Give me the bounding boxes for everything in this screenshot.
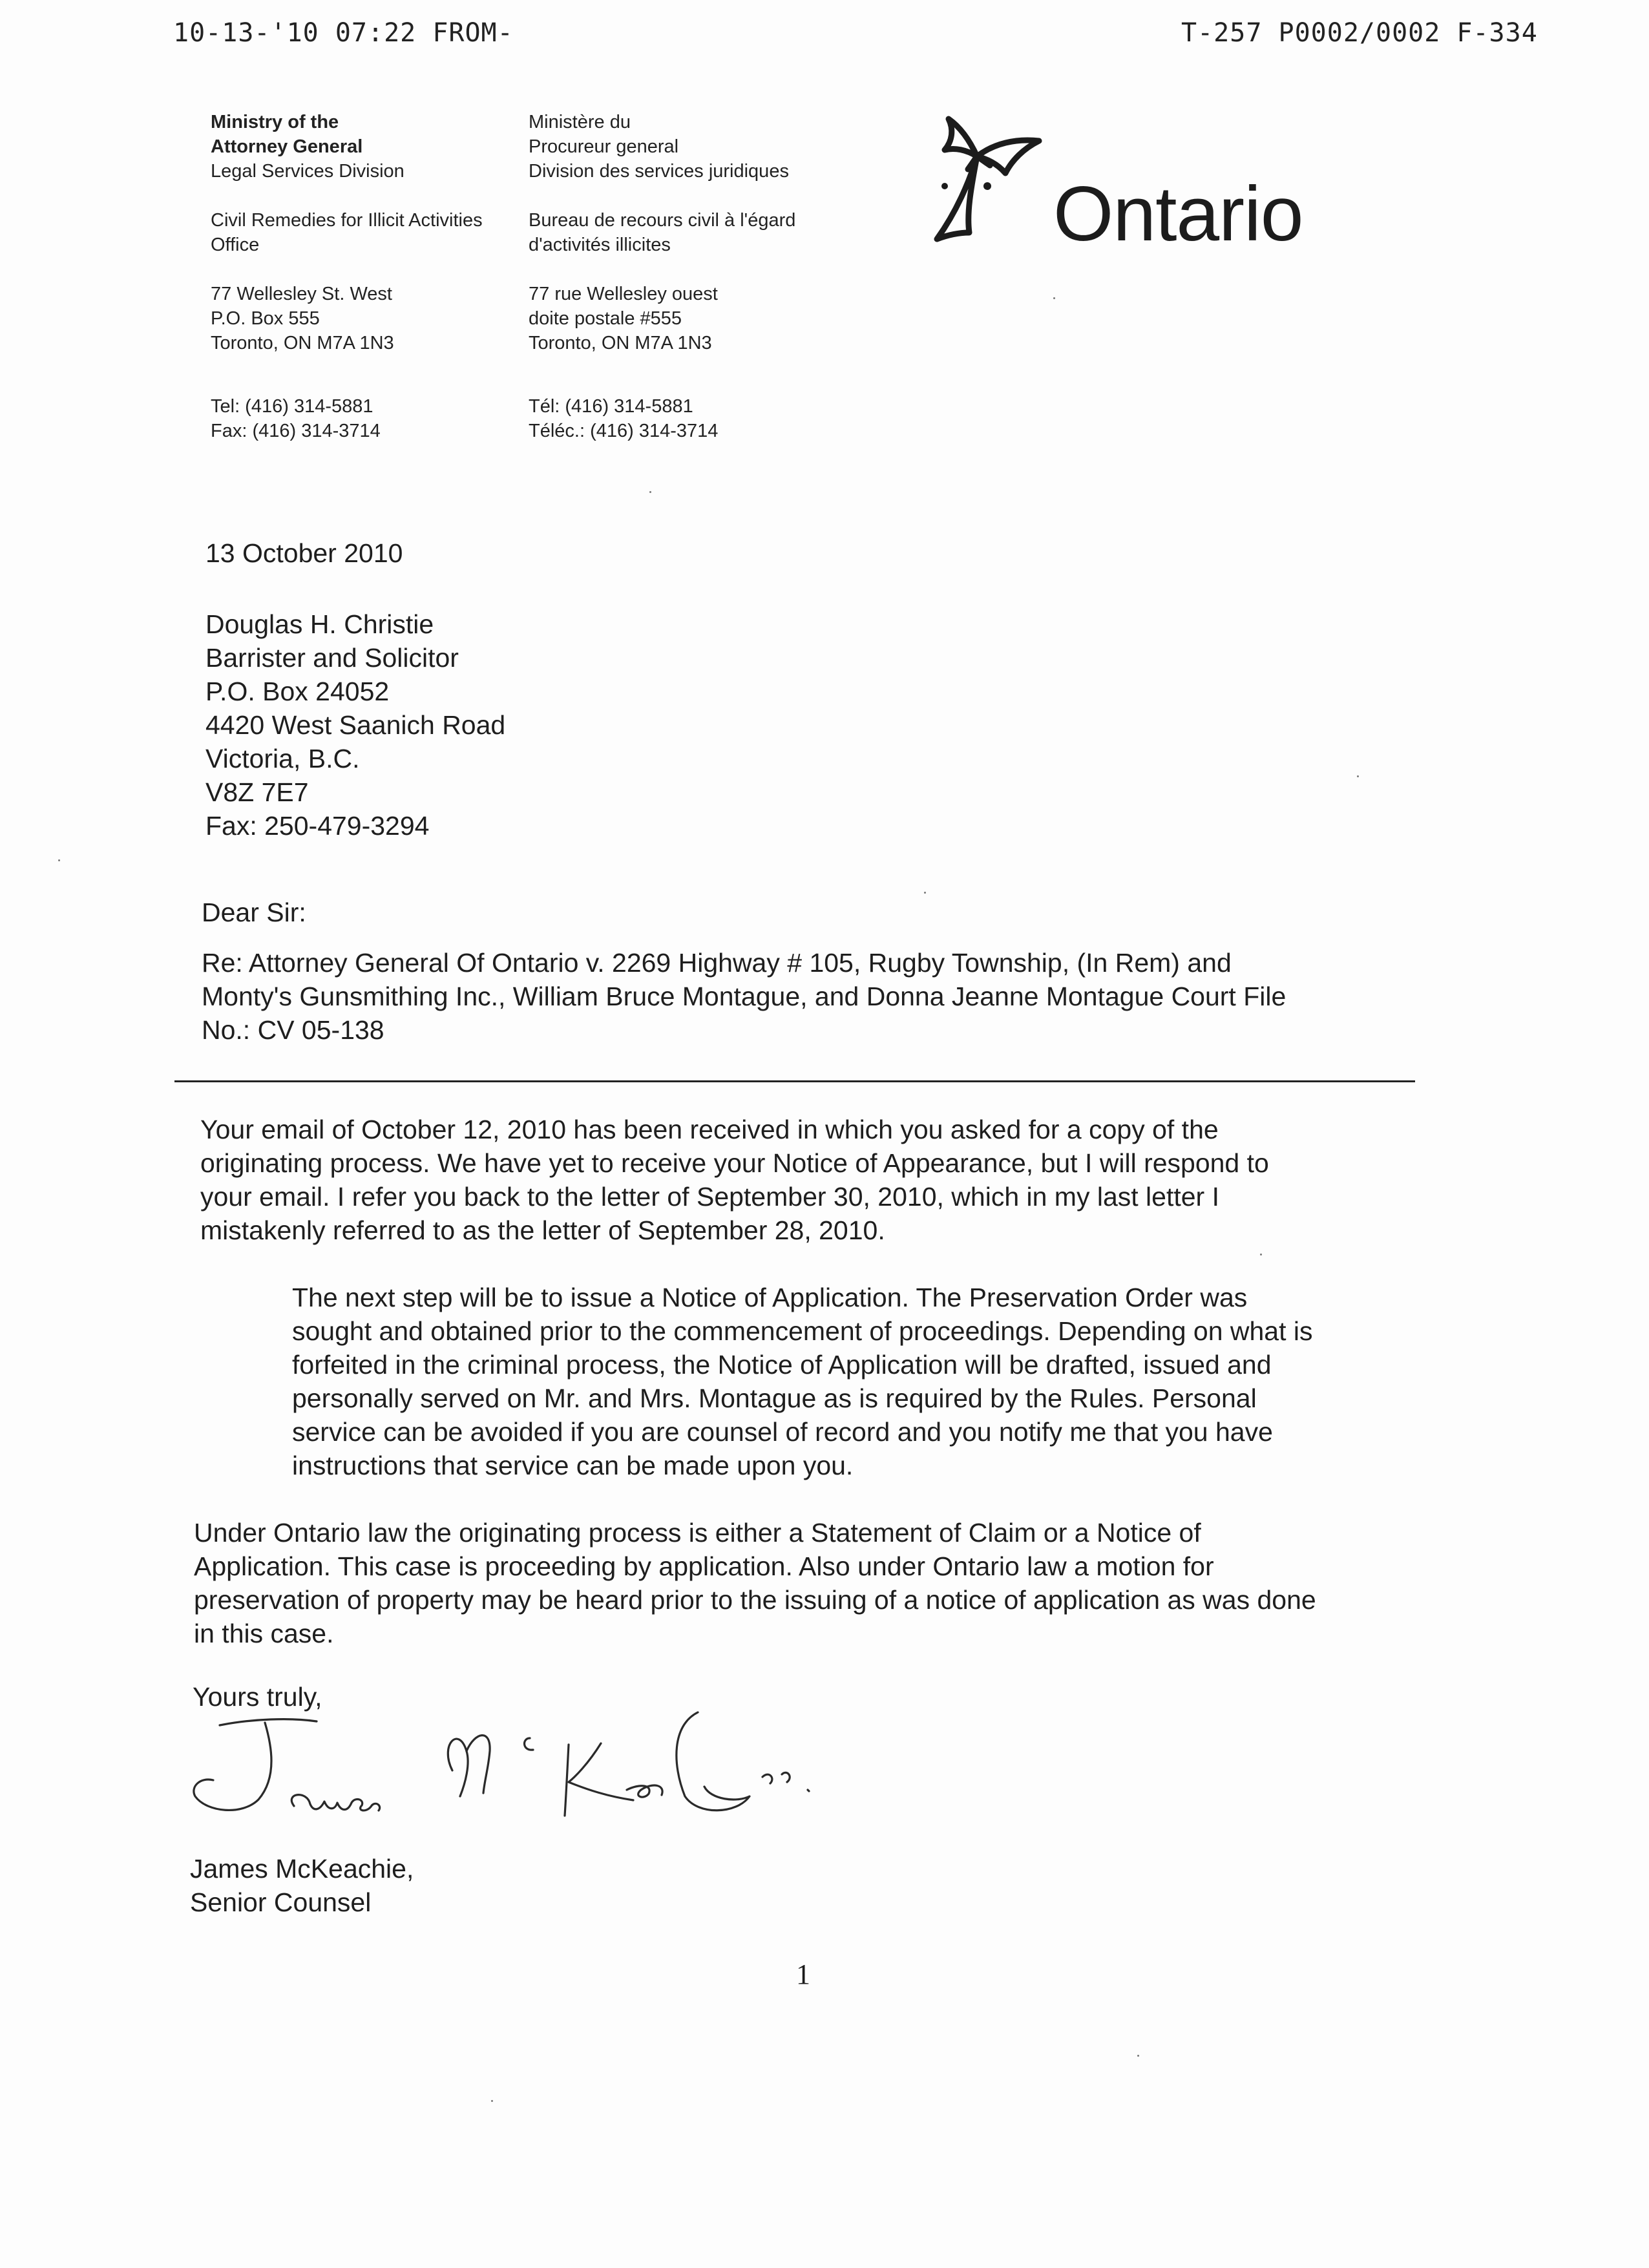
paragraph-1-line-3: your email. I refer you back to the letter of September 30, 2010, which in my last letter I bbox=[200, 1182, 1219, 1212]
quote-line-6: instructions that service can be made upon you. bbox=[292, 1451, 854, 1480]
divider-rule bbox=[174, 1080, 1415, 1082]
paragraph-1-line-2: originating process. We have yet to receive your Notice of Appearance, but I will respond to bbox=[200, 1148, 1269, 1178]
paragraph-1-line-1: Your email of October 12, 2010 has been received in which you asked for a copy of the bbox=[200, 1115, 1219, 1144]
recipient-city: Victoria, B.C. bbox=[205, 744, 360, 773]
paragraph-1 bbox=[200, 1113, 1269, 1247]
quote-line-2: sought and obtained prior to the commencement of proceedings. Depending on what is bbox=[292, 1316, 1313, 1346]
telephone-fr: Tél: (416) 314-5881 bbox=[529, 396, 693, 417]
recipient-name: Douglas H. Christie bbox=[205, 609, 434, 639]
recipient-street: 4420 West Saanich Road bbox=[205, 710, 506, 740]
signer-title: Senior Counsel bbox=[190, 1887, 372, 1917]
recipient-postal-code: V8Z 7E7 bbox=[205, 777, 309, 807]
re-line-2: Monty's Gunsmithing Inc., William Bruce Montague, and Donna Jeanne Montague Court File bbox=[202, 982, 1287, 1011]
re-line-1: Re: Attorney General Of Ontario v. 2269 Highway # 105, Rugby Township, (In Rem) and bbox=[202, 948, 1232, 978]
page-number: 1 bbox=[796, 1958, 810, 1990]
quoted-paragraph bbox=[292, 1281, 1313, 1482]
ministry-name-line2: Attorney General bbox=[211, 136, 363, 157]
paragraph-1-line-4: mistakenly referred to as the letter of September 28, 2010. bbox=[200, 1215, 885, 1245]
paragraph-2-line-1: Under Ontario law the originating process is either a Statement of Claim or a Notice of bbox=[194, 1518, 1201, 1548]
address-line2: P.O. Box 555 bbox=[211, 308, 320, 329]
address-line3: Toronto, ON M7A 1N3 bbox=[211, 333, 394, 353]
ontario-wordmark: Ontario bbox=[1053, 171, 1303, 257]
signer-name: James McKeachie, bbox=[190, 1854, 414, 1884]
quote-line-5: service can be avoided if you are counsel of record and you notify me that you have bbox=[292, 1417, 1273, 1447]
letterhead-english bbox=[211, 110, 483, 443]
adresse-line2: doite postale #555 bbox=[529, 308, 682, 329]
paragraph-2-line-3: preservation of property may be heard prior to the issuing of a notice of application as was done bbox=[194, 1585, 1316, 1615]
address-line1: 77 Wellesley St. West bbox=[211, 284, 392, 304]
signature bbox=[181, 1667, 853, 1848]
telecopieur-fr: Téléc.: (416) 314-3714 bbox=[529, 421, 719, 441]
adresse-line1: 77 rue Wellesley ouest bbox=[529, 284, 718, 304]
division-name: Legal Services Division bbox=[211, 161, 404, 182]
office-name-line1: Civil Remedies for Illicit Activities bbox=[211, 210, 483, 231]
paragraph-2-line-4: in this case. bbox=[194, 1619, 334, 1648]
signer-block bbox=[190, 1852, 414, 1919]
recipient-po-box: P.O. Box 24052 bbox=[205, 677, 390, 706]
paragraph-2 bbox=[194, 1516, 1316, 1650]
letter-date: 13 October 2010 bbox=[205, 538, 403, 568]
quote-line-4: personally served on Mr. and Mrs. Montague as is required by the Rules. Personal bbox=[292, 1383, 1257, 1413]
ministere-line2: Procureur general bbox=[529, 136, 679, 157]
paragraph-2-line-2: Application. This case is proceeding by application. Also under Ontario law a motion for bbox=[194, 1551, 1214, 1581]
ministry-name-line1: Ministry of the bbox=[211, 112, 339, 132]
bureau-line2: d'activités illicites bbox=[529, 235, 671, 255]
office-name-line2: Office bbox=[211, 235, 260, 255]
quote-line-1: The next step will be to issue a Notice of Application. The Preservation Order was bbox=[292, 1283, 1248, 1312]
fax-header-left: 10-13-'10 07:22 FROM- bbox=[173, 18, 514, 48]
division-fr: Division des services juridiques bbox=[529, 161, 789, 182]
letterhead-french bbox=[529, 110, 795, 443]
salutation: Dear Sir: bbox=[202, 898, 306, 927]
bureau-line1: Bureau de recours civil à l'égard bbox=[529, 210, 796, 231]
re-line bbox=[202, 946, 1286, 1047]
fax-header-right: T-257 P0002/0002 F-334 bbox=[1181, 18, 1538, 48]
telephone: Tel: (416) 314-5881 bbox=[211, 396, 373, 417]
recipient-title: Barrister and Solicitor bbox=[205, 643, 459, 673]
recipient-address bbox=[205, 607, 505, 843]
fax-number: Fax: (416) 314-3714 bbox=[211, 421, 381, 441]
recipient-fax: Fax: 250-479-3294 bbox=[205, 811, 430, 841]
ministere-line1: Ministère du bbox=[529, 112, 631, 132]
quote-line-3: forfeited in the criminal process, the Notice of Application will be drafted, issued and bbox=[292, 1350, 1272, 1380]
adresse-line3: Toronto, ON M7A 1N3 bbox=[529, 333, 712, 353]
trillium-icon bbox=[930, 110, 1060, 258]
closing: Yours truly, bbox=[193, 1682, 322, 1712]
re-line-3: No.: CV 05-138 bbox=[202, 1015, 384, 1045]
